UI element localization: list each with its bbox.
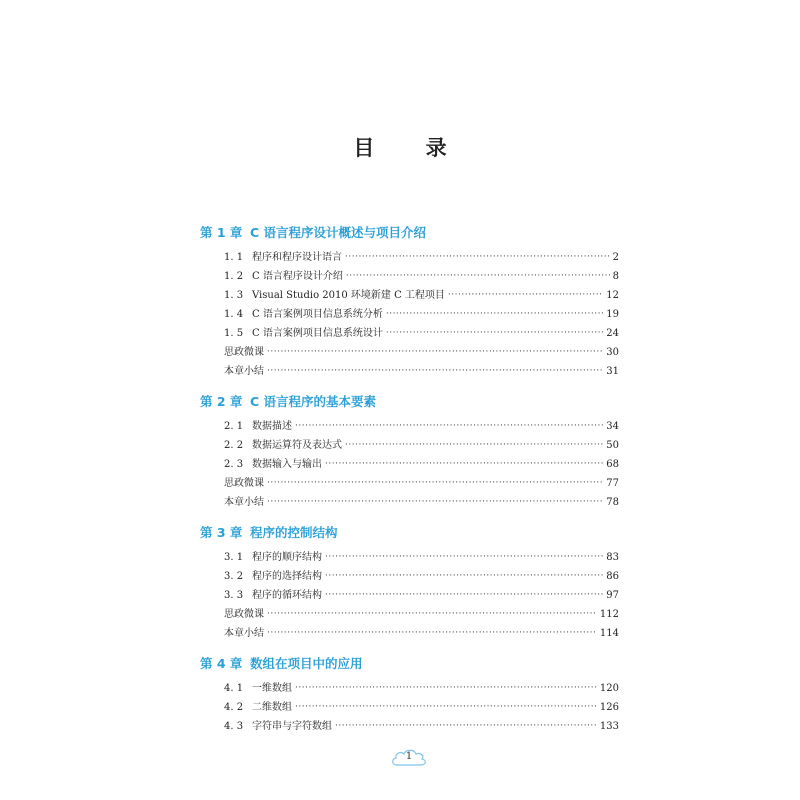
toc-entry[interactable]	[224, 308, 619, 322]
page-number: 24	[606, 328, 619, 339]
dot-leader	[267, 626, 597, 636]
section-number: 4. 1	[224, 683, 244, 694]
chapter-heading[interactable]	[200, 223, 620, 241]
section-number: 4. 2	[224, 702, 244, 713]
dot-leader	[386, 307, 603, 317]
section-title: 一维数组	[252, 683, 292, 694]
page-number: 12	[606, 290, 619, 301]
page-number: 30	[606, 347, 619, 358]
chapter-title: 程序的控制结构	[250, 525, 338, 540]
section-title: 程序的循环结构	[252, 590, 322, 601]
dot-leader	[345, 250, 610, 260]
section-number: 3. 2	[224, 571, 244, 582]
section-title: 程序和程序设计语言	[252, 252, 342, 263]
section-title: 程序的顺序结构	[252, 552, 322, 563]
toc-entry[interactable]	[224, 327, 619, 341]
page-number: 77	[606, 478, 619, 489]
toc-entry[interactable]	[224, 270, 619, 284]
section-title: 字符串与字符数组	[252, 721, 332, 732]
dot-leader	[295, 681, 597, 691]
toc-entry[interactable]	[224, 439, 619, 453]
section-number: 4. 3	[224, 721, 244, 732]
chapter-number: 第 2 章	[200, 394, 243, 409]
section-number: 1. 2	[224, 271, 244, 282]
section-title: C 语言案例项目信息系统设计	[252, 328, 383, 339]
toc-entry[interactable]	[224, 570, 619, 584]
section-title: 思政微课	[224, 478, 264, 489]
toc-entry[interactable]	[224, 589, 619, 603]
page-number: 68	[606, 459, 619, 470]
page-title: 目 录	[353, 135, 469, 160]
page-number: 8	[612, 271, 619, 282]
toc-entry[interactable]	[224, 477, 619, 491]
dot-leader	[325, 550, 603, 560]
toc-entry[interactable]	[224, 701, 619, 715]
dot-leader	[345, 438, 603, 448]
page-number: 83	[606, 552, 619, 563]
section-title: 思政微课	[224, 609, 264, 620]
toc-entry[interactable]	[224, 496, 619, 510]
dot-leader	[325, 588, 603, 598]
page-number: 78	[606, 497, 619, 508]
page-number: 19	[606, 309, 619, 320]
page-number: 126	[599, 702, 619, 713]
section-number: 1. 5	[224, 328, 244, 339]
section-title: C 语言案例项目信息系统分析	[252, 309, 383, 320]
dot-leader	[267, 476, 603, 486]
page-number: 2	[612, 252, 619, 263]
section-number: 2. 3	[224, 459, 244, 470]
chapter-number: 第 4 章	[200, 656, 243, 671]
chapter-number: 第 3 章	[200, 525, 243, 540]
toc-entry[interactable]	[224, 346, 619, 360]
dot-leader	[325, 569, 603, 579]
page-number: 112	[599, 609, 619, 620]
section-number: 2. 2	[224, 440, 244, 451]
section-title: 数据输入与输出	[252, 459, 322, 470]
section-title: 思政微课	[224, 347, 264, 358]
page-number: 31	[606, 366, 619, 377]
chapter-title: C 语言程序设计概述与项目介绍	[250, 225, 427, 240]
chapter-heading[interactable]	[200, 392, 620, 410]
dot-leader	[325, 457, 603, 467]
chapter-heading[interactable]	[200, 654, 620, 672]
toc-entry[interactable]	[224, 551, 619, 565]
page-number: 114	[599, 628, 619, 639]
toc-entry[interactable]	[224, 608, 619, 622]
section-title: 本章小结	[224, 497, 264, 508]
page-number: 133	[599, 721, 619, 732]
dot-leader	[346, 269, 610, 279]
dot-leader	[335, 719, 597, 729]
toc-entry[interactable]	[224, 682, 619, 696]
dot-leader	[386, 326, 603, 336]
toc-entry[interactable]	[224, 365, 619, 379]
dot-leader	[267, 495, 603, 505]
section-number: 1. 1	[224, 252, 244, 263]
section-title: 本章小结	[224, 366, 264, 377]
section-title: 数据运算符及表达式	[252, 440, 342, 451]
page-number: 97	[606, 590, 619, 601]
dot-leader	[448, 288, 603, 298]
dot-leader	[295, 700, 597, 710]
toc-entry[interactable]	[224, 420, 619, 434]
footer-page-number: 1	[405, 751, 413, 762]
dot-leader	[267, 364, 603, 374]
section-number: 3. 3	[224, 590, 244, 601]
dot-leader	[295, 419, 603, 429]
page-number: 50	[606, 440, 619, 451]
section-title: 二维数组	[252, 702, 292, 713]
section-title: 本章小结	[224, 628, 264, 639]
section-title: 程序的选择结构	[252, 571, 322, 582]
toc-entry[interactable]	[224, 720, 619, 734]
section-title: 数据描述	[252, 421, 292, 432]
section-title: C 语言程序设计介绍	[252, 271, 343, 282]
page-number: 120	[599, 683, 619, 694]
page-number: 34	[606, 421, 619, 432]
section-number: 1. 4	[224, 309, 244, 320]
toc-entry[interactable]	[224, 627, 619, 641]
section-number: 1. 3	[224, 290, 244, 301]
chapter-title: C 语言程序的基本要素	[250, 394, 377, 409]
section-title: Visual Studio 2010 环境新建 C 工程项目	[252, 290, 445, 301]
page-footer	[390, 747, 428, 767]
chapter-heading[interactable]	[200, 523, 620, 541]
toc-entry[interactable]	[224, 289, 619, 303]
section-number: 3. 1	[224, 552, 244, 563]
page-number: 86	[606, 571, 619, 582]
chapter-number: 第 1 章	[200, 225, 243, 240]
toc-entry[interactable]	[224, 251, 619, 265]
section-number: 2. 1	[224, 421, 244, 432]
dot-leader	[267, 345, 603, 355]
toc-entry[interactable]	[224, 458, 619, 472]
chapter-title: 数组在项目中的应用	[250, 656, 363, 671]
dot-leader	[267, 607, 597, 617]
